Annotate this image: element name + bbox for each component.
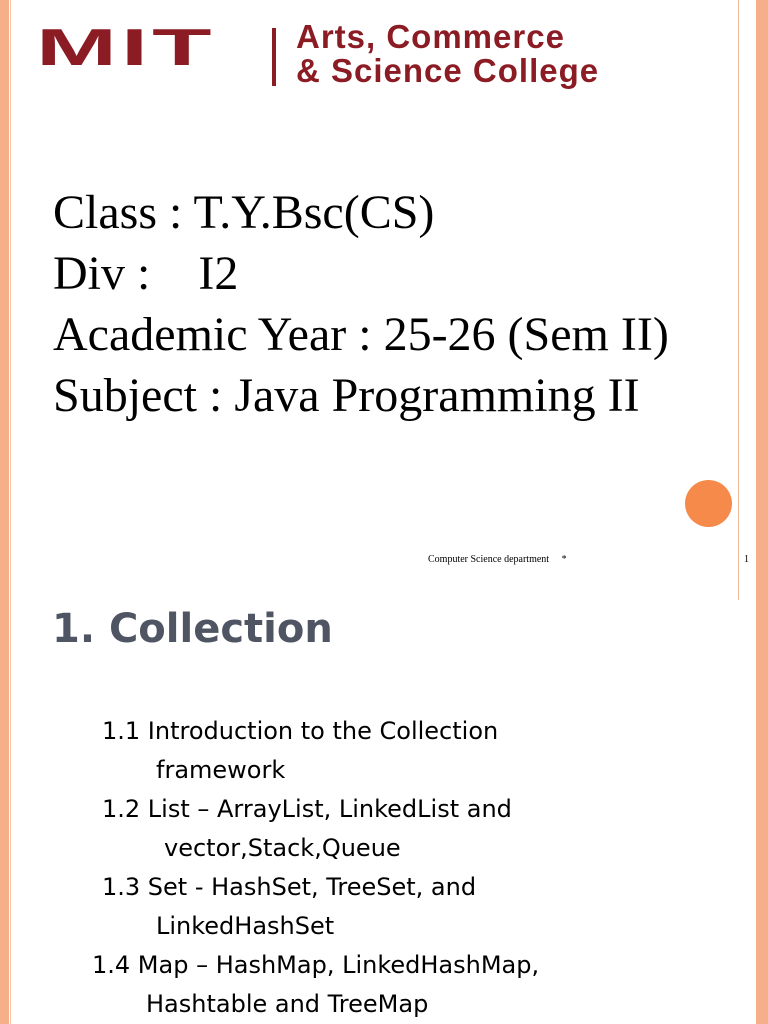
footer-department: Computer Science department * xyxy=(428,554,567,565)
division-line: Div : I2 xyxy=(53,247,239,300)
course-info xyxy=(53,182,669,426)
college-logo xyxy=(36,14,736,94)
footer-page-number: 1 xyxy=(744,554,749,565)
logo-line-1: Arts, Commerce xyxy=(296,18,565,55)
slide-title: 1. Collection xyxy=(52,606,333,652)
topic-2-line-2: vector,Stack,Queue xyxy=(164,834,401,862)
logo-divider xyxy=(272,28,276,86)
topic-1-line-1: 1.1 Introduction to the Collection xyxy=(102,717,499,745)
logo-line-2: & Science College xyxy=(296,52,600,89)
topic-4-line-1: 1.4 Map – HashMap, LinkedHashMap, xyxy=(92,951,540,979)
right-border-rail xyxy=(756,0,768,1024)
topic-3-line-2: LinkedHashSet xyxy=(156,912,335,940)
topic-2-line-1: 1.2 List – ArrayList, LinkedList and xyxy=(102,795,512,823)
logo-mit-text: MIT xyxy=(36,19,216,77)
topic-4-line-2: Hashtable and TreeMap xyxy=(146,990,429,1018)
academic-year-line: Academic Year : 25-26 (Sem II) xyxy=(53,308,669,361)
topic-3-line-1: 1.3 Set - HashSet, TreeSet, and xyxy=(102,873,477,901)
left-border-rail xyxy=(0,0,9,1024)
subject-line: Subject : Java Programming II xyxy=(53,369,640,422)
right-border-line xyxy=(738,0,739,600)
class-line: Class : T.Y.Bsc(CS) xyxy=(53,186,435,239)
topic-1-line-2: framework xyxy=(156,756,286,784)
orange-circle-decoration xyxy=(685,480,732,527)
left-border-line xyxy=(10,0,11,1024)
